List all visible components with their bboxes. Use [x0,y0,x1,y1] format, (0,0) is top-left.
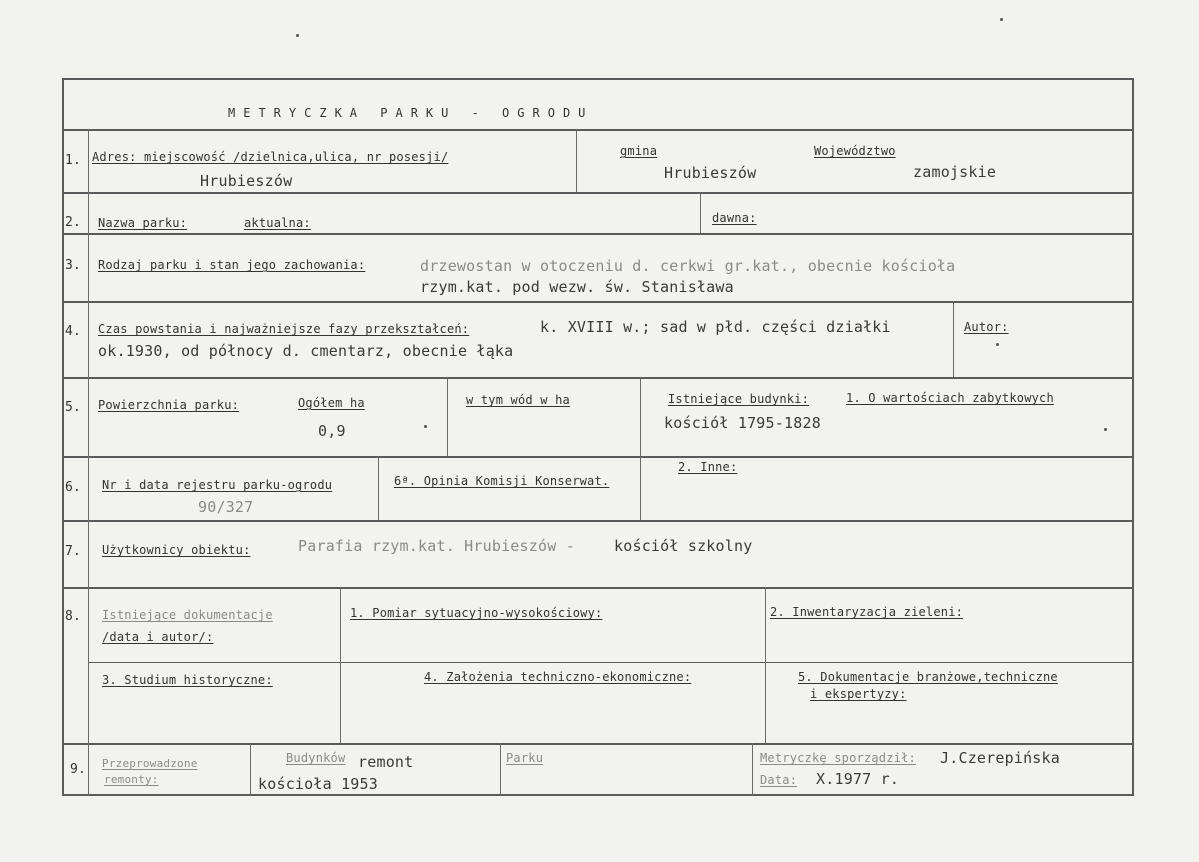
divider-r9-b [500,743,501,796]
branch-documentation-label-line2: i ekspertyzy: [810,687,907,701]
row-number-9: 9. [70,762,87,777]
current-name-label: aktualna: [244,216,311,230]
park-type-value-line2: rzym.kat. pod wezw. św. Stanisława [420,278,734,296]
rule-row3 [62,301,1134,303]
row-number-3: 3. [65,258,82,273]
divider-r5-a [447,377,448,456]
park-area-label: Powierzchnia parku: [98,398,240,412]
voivodeship-value: zamojskie [913,163,997,181]
park-repair-label: Parku [506,751,544,765]
gmina-value: Hrubieszów [664,164,757,182]
paper-speck [1104,428,1107,431]
rule-row8-mid [88,662,1132,663]
row-number-8: 8. [65,609,82,624]
address-label: Adres: miejscowość /dzielnica,ulica, nr posesji/ [92,150,449,164]
water-area-label: w tym wód w ha [466,393,570,407]
divider-r8-a [340,587,341,743]
origin-time-value-line2: ok.1930, od północy d. cmentarz, obecnie łąka [98,342,514,360]
voivodeship-label: Województwo [814,144,896,158]
date-value: X.1977 r. [816,770,900,788]
rule-row7 [62,587,1134,589]
divider-r9-c [752,743,753,796]
rule-row2 [62,233,1134,235]
origin-time-label: Czas powstania i najważniejsze fazy przekształceń: [98,322,470,336]
buildings-repair-value-line2: kościoła 1953 [258,775,378,793]
total-area-label: Ogółem ha [298,396,365,410]
paper-speck [424,425,427,428]
page-title: METRYCZKA PARKU - OGRODU [228,106,594,120]
row-number-4: 4. [65,324,82,339]
row-number-5: 5. [65,400,82,415]
users-label: Użytkownicy obiektu: [102,543,251,557]
park-type-value-line1: drzewostan w otoczeniu d. cerkwi gr.kat., obecnie kościoła [420,257,956,275]
divider-r9-a [250,743,251,796]
greenery-inventory-label: 2. Inwentaryzacja zieleni: [770,605,964,619]
prepared-by-value: J.Czerepińska [940,749,1060,767]
other-buildings-label: 2. Inne: [678,460,738,474]
divider-r4-a [953,301,954,377]
divider-r1-a [576,129,577,192]
existing-buildings-label: Istniejące budynki: [668,392,810,406]
former-name-label: dawna: [712,211,757,225]
row-number-6: 6. [65,480,82,495]
register-value: 90/327 [198,498,254,516]
number-column-divider [88,129,89,796]
row-number-7: 7. [65,544,82,559]
register-label: Nr i data rejestru parku-ogrodu [102,478,333,492]
repairs-label-line1: Przeprowadzone [102,757,198,770]
author-label: Autor: [964,320,1009,334]
technical-economic-label: 4. Założenia techniczno-ekonomiczne: [424,670,692,684]
rule-r6-right [640,456,1134,457]
rule-row6 [62,520,1134,522]
prepared-by-label: Metryczkę sporządził: [760,751,916,765]
paper-speck [1000,18,1003,21]
divider-r5-b [640,377,641,520]
conservation-opinion-label: 6ª. Opinia Komisji Konserwat. [394,474,610,488]
rule-title [62,129,1134,131]
divider-r2-a [700,192,701,233]
users-value-part2: kościół szkolny [614,537,753,555]
date-label: Data: [760,773,798,787]
buildings-repair-label: Budynków [286,751,346,765]
repairs-label-line2: remonty: [104,773,159,786]
row-number-2: 2. [65,215,82,230]
historic-buildings-label: 1. O wartościach zabytkowych [846,391,1054,405]
users-value-part1: Parafia rzym.kat. Hrubieszów - [298,537,575,555]
row-number-1: 1. [65,153,82,168]
rule-row8 [62,743,1134,745]
rule-row1 [62,192,1134,194]
documentation-label-line1: Istniejące dokumentacje [102,608,273,622]
address-value: Hrubieszów [200,172,293,190]
rule-row4 [62,377,1134,379]
paper-speck [996,343,999,346]
buildings-repair-value-line1: remont [358,753,414,771]
divider-r8-b [765,587,766,743]
park-name-label: Nazwa parku: [98,216,188,230]
branch-documentation-label-line1: 5. Dokumentacje branżowe,techniczne [798,670,1058,684]
park-type-label: Rodzaj parku i stan jego zachowania: [98,258,366,272]
paper-speck [296,34,299,37]
total-area-value: 0,9 [318,422,346,440]
gmina-label: gmina [620,144,658,158]
historical-study-label: 3. Studium historyczne: [102,673,273,687]
origin-time-value-line1: k. XVIII w.; sad w płd. części działki [540,318,891,336]
site-survey-label: 1. Pomiar sytuacyjno-wysokościowy: [350,606,603,620]
historic-buildings-value: kościół 1795-1828 [664,414,821,432]
documentation-label-line2: /data i autor/: [102,630,214,644]
divider-r6-a [378,456,379,520]
